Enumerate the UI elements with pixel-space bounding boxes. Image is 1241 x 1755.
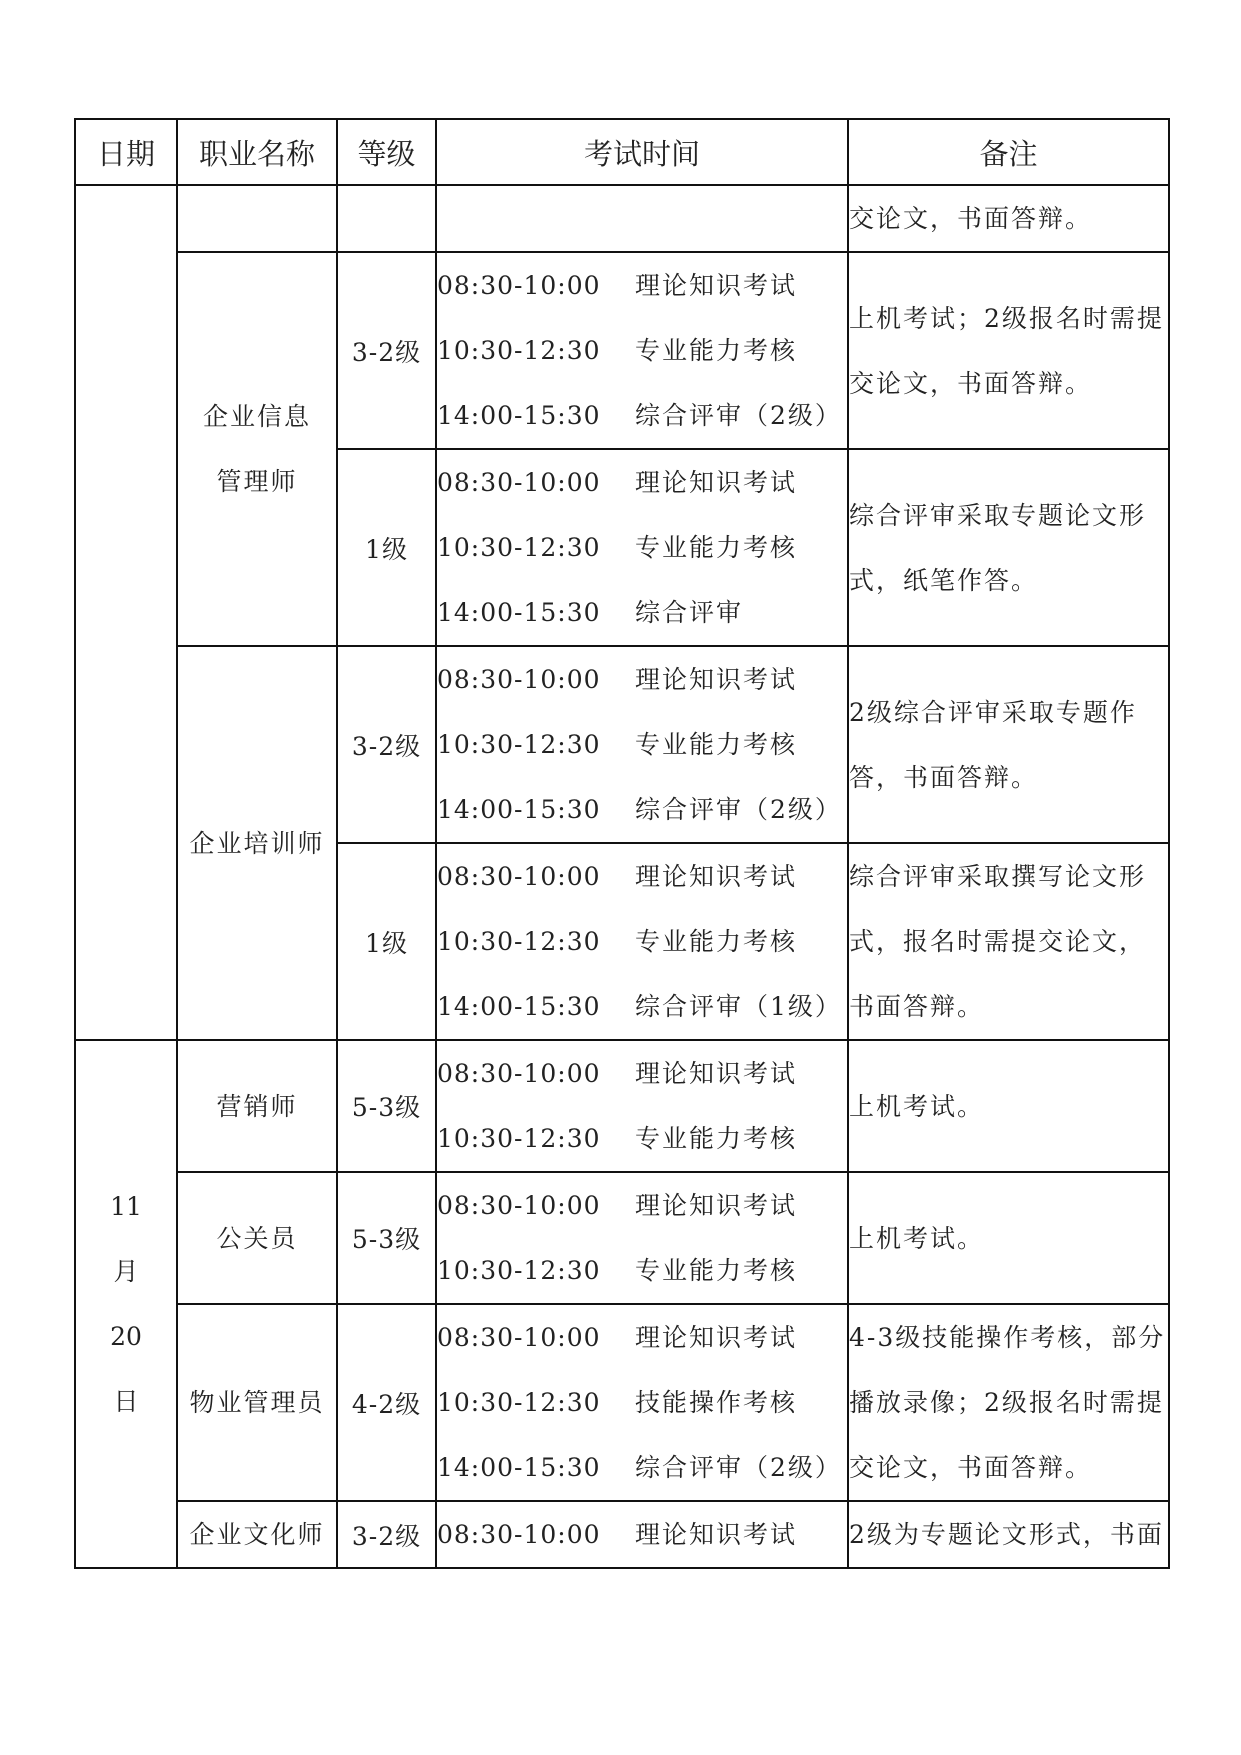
- job-cell: 企业培训师: [177, 646, 337, 1040]
- exam-subject: 综合评审（2级）: [635, 795, 842, 824]
- time-line: [437, 777, 847, 842]
- exam-subject: 理论知识考试: [635, 468, 798, 497]
- date-line: 月: [113, 1257, 139, 1286]
- level-cell: [337, 185, 436, 252]
- date-line: 日: [113, 1387, 139, 1416]
- time-cell: [436, 252, 848, 449]
- table-row: [75, 252, 1169, 449]
- time-range: 14:00-15:30: [437, 992, 601, 1021]
- note-cell: [848, 1040, 1169, 1172]
- level-cell: 3-2级: [337, 252, 436, 449]
- time-range: 10:30-12:30: [437, 533, 601, 562]
- level-cell: 1级: [337, 843, 436, 1040]
- time-range: 08:30-10:00: [437, 271, 601, 300]
- date-line: 11: [110, 1192, 142, 1221]
- job-name-line: 企业信息: [202, 402, 311, 431]
- time-line: [437, 1370, 847, 1435]
- note-line: 式，纸笔作答。: [849, 565, 1039, 595]
- note-line: 4-3级技能操作考核，部分: [849, 1323, 1166, 1352]
- exam-subject: 专业能力考核: [635, 1256, 798, 1285]
- exam-subject: 综合评审（2级）: [635, 401, 842, 430]
- exam-subject: 理论知识考试: [635, 1191, 798, 1220]
- time-range: 08:30-10:00: [437, 665, 601, 694]
- exam-subject: 综合评审（1级）: [635, 992, 842, 1021]
- time-cell: [436, 1304, 848, 1501]
- header-date: 日期: [75, 119, 177, 185]
- date-cell: [75, 1040, 177, 1568]
- note-line: 书面答辩。: [849, 992, 985, 1021]
- time-line: [437, 712, 847, 777]
- time-line: [437, 1173, 847, 1238]
- time-line: [437, 515, 847, 580]
- exam-subject: 专业能力考核: [635, 927, 798, 956]
- level-cell: 3-2级: [337, 1501, 436, 1568]
- exam-subject: 理论知识考试: [635, 1520, 798, 1549]
- exam-subject: 技能操作考核: [635, 1388, 798, 1417]
- time-range: 14:00-15:30: [437, 598, 601, 627]
- exam-subject: 综合评审（2级）: [635, 1453, 842, 1482]
- date-cell: [75, 185, 177, 1040]
- time-cell: [436, 1501, 848, 1568]
- table-row: [75, 1172, 1169, 1304]
- time-line: [437, 1305, 847, 1370]
- time-range: 14:00-15:30: [437, 795, 601, 824]
- level-cell: 3-2级: [337, 646, 436, 843]
- time-line: [437, 253, 847, 318]
- note-line: 上机考试；2级报名时需提: [849, 303, 1164, 333]
- note-cell: [848, 1304, 1169, 1501]
- time-line: [437, 450, 847, 515]
- time-cell: [436, 185, 848, 252]
- job-cell: 公关员: [177, 1172, 337, 1304]
- time-range: 10:30-12:30: [437, 1256, 601, 1285]
- time-range: 10:30-12:30: [437, 1388, 601, 1417]
- job-cell: 营销师: [177, 1040, 337, 1172]
- table-row: [75, 646, 1169, 843]
- time-range: 10:30-12:30: [437, 730, 601, 759]
- job-cell: [177, 185, 337, 252]
- time-range: 08:30-10:00: [437, 862, 601, 891]
- exam-subject: 综合评审: [635, 598, 744, 627]
- time-range: 08:30-10:00: [437, 468, 601, 497]
- time-line: [437, 1106, 847, 1171]
- time-cell: [436, 1040, 848, 1172]
- header-job: 职业名称: [177, 119, 337, 185]
- time-line: [437, 647, 847, 712]
- exam-subject: 理论知识考试: [635, 1323, 798, 1352]
- note-line: 式，报名时需提交论文，: [849, 927, 1147, 956]
- note-line: 交论文，书面答辩。: [849, 1453, 1093, 1482]
- job-cell: [177, 252, 337, 646]
- time-range: 08:30-10:00: [437, 1191, 601, 1220]
- note-line: 2级综合评审采取专题作: [849, 697, 1137, 727]
- exam-subject: 理论知识考试: [635, 665, 798, 694]
- exam-subject: 专业能力考核: [635, 533, 798, 562]
- exam-subject: 专业能力考核: [635, 1124, 798, 1153]
- time-range: 10:30-12:30: [437, 336, 601, 365]
- job-name-line: 管理师: [216, 467, 298, 496]
- table-row: [75, 1304, 1169, 1501]
- level-cell: 5-3级: [337, 1040, 436, 1172]
- note-line: 交论文，书面答辩。: [849, 204, 1093, 233]
- time-line: [437, 580, 847, 645]
- note-cell: [848, 1172, 1169, 1304]
- exam-subject: 理论知识考试: [635, 271, 798, 300]
- note-line: 上机考试。: [849, 1091, 985, 1121]
- level-cell: 1级: [337, 449, 436, 646]
- time-range: 08:30-10:00: [437, 1520, 601, 1549]
- table-row: [75, 1040, 1169, 1172]
- exam-subject: 专业能力考核: [635, 336, 798, 365]
- level-cell: 5-3级: [337, 1172, 436, 1304]
- time-range: 08:30-10:00: [437, 1323, 601, 1352]
- time-cell: [436, 646, 848, 843]
- note-cell: [848, 252, 1169, 449]
- header-time: 考试时间: [436, 119, 848, 185]
- time-line: [437, 1435, 847, 1500]
- job-cell: 企业文化师: [177, 1501, 337, 1568]
- time-line: [437, 1238, 847, 1303]
- job-cell: 物业管理员: [177, 1304, 337, 1501]
- note-cell: [848, 646, 1169, 843]
- note-cell: [848, 1501, 1169, 1568]
- time-line: [437, 318, 847, 383]
- exam-subject: 专业能力考核: [635, 730, 798, 759]
- note-cell: [848, 449, 1169, 646]
- header-row: [75, 119, 1169, 185]
- note-line: 2级为专题论文形式，书面: [849, 1520, 1164, 1549]
- time-line: [437, 844, 847, 909]
- exam-subject: 理论知识考试: [635, 862, 798, 891]
- note-line: 交论文，书面答辩。: [849, 368, 1093, 398]
- time-range: 08:30-10:00: [437, 1059, 601, 1088]
- time-cell: [436, 1172, 848, 1304]
- time-line: [437, 1502, 847, 1567]
- note-line: 播放录像；2级报名时需提: [849, 1388, 1164, 1417]
- time-line: [437, 909, 847, 974]
- header-level: 等级: [337, 119, 436, 185]
- time-range: 10:30-12:30: [437, 1124, 601, 1153]
- note-cell: [848, 185, 1169, 252]
- table-row: [75, 185, 1169, 252]
- exam-subject: 理论知识考试: [635, 1059, 798, 1088]
- level-cell: 4-2级: [337, 1304, 436, 1501]
- exam-schedule-table: [74, 118, 1170, 1569]
- time-cell: [436, 843, 848, 1040]
- time-range: 14:00-15:30: [437, 401, 601, 430]
- time-cell: [436, 449, 848, 646]
- note-line: 综合评审采取专题论文形: [849, 500, 1147, 530]
- table-row: [75, 1501, 1169, 1568]
- time-range: 14:00-15:30: [437, 1453, 601, 1482]
- time-line: [437, 383, 847, 448]
- note-cell: [848, 843, 1169, 1040]
- date-line: 20: [110, 1322, 142, 1351]
- time-line: [437, 974, 847, 1039]
- note-line: 综合评审采取撰写论文形: [849, 862, 1147, 891]
- time-range: 10:30-12:30: [437, 927, 601, 956]
- note-line: 上机考试。: [849, 1223, 985, 1253]
- time-line: [437, 1041, 847, 1106]
- header-note: 备注: [848, 119, 1169, 185]
- note-line: 答，书面答辩。: [849, 762, 1039, 792]
